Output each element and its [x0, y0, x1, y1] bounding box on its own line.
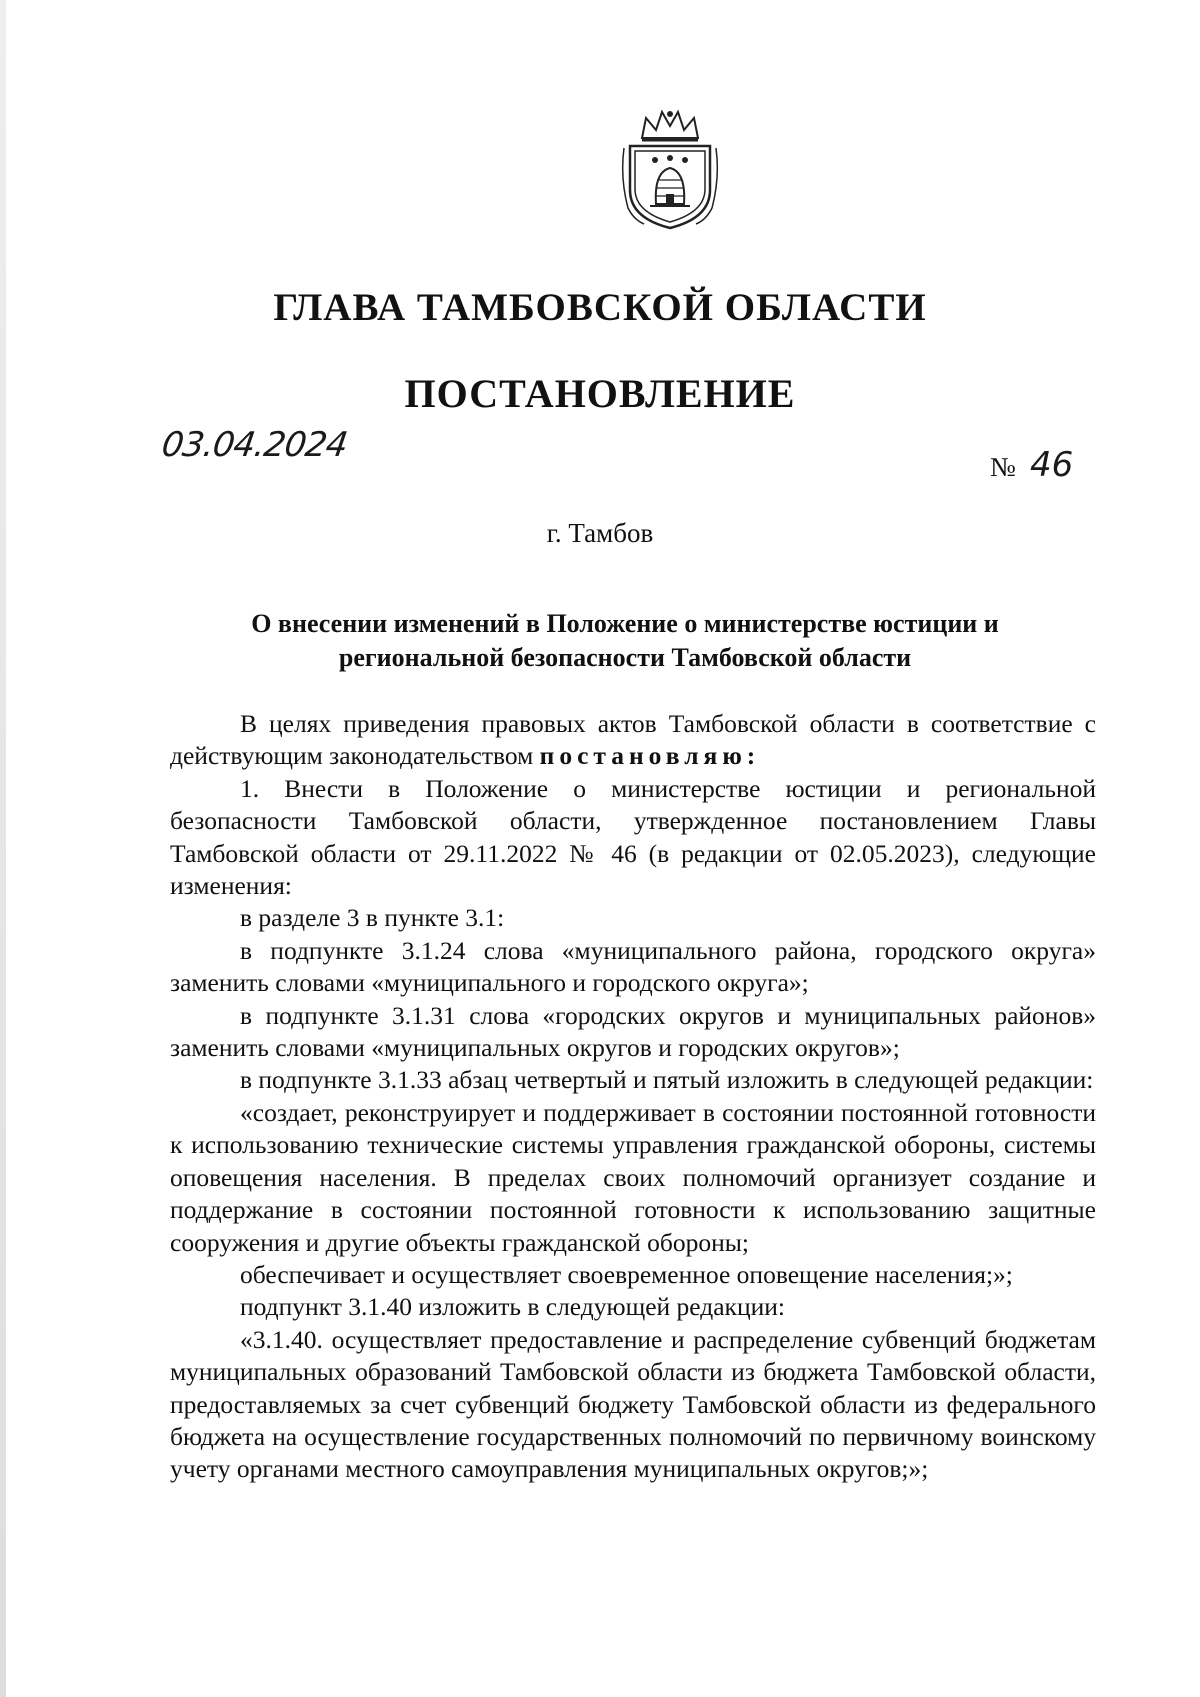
- city: г. Тамбов: [546, 518, 654, 548]
- title-line-1: О внесении изменений в Положение о министерстве юстиции и: [251, 609, 999, 638]
- preamble-paragraph: [170, 708, 1096, 773]
- paragraph-7: обеспечивает и осуществляет своевременное оповещение населения;»;: [240, 1259, 1013, 1289]
- coat-of-arms-icon: [620, 108, 720, 233]
- document-title: [160, 607, 1090, 675]
- document-number: 46: [1030, 445, 1074, 485]
- document-type: ПОСТАНОВЛЕНИЕ: [404, 371, 796, 416]
- paragraph-9: «3.1.40. осуществляет предоставление и распределение субвенций бюджетам муниципальных образований Тамбовской области из бюджета Тамбовской области, предоставляемых за счет субвенций бюджету Тамбовской области из федерального бюджета на осуществление государственных полномочий по первичному воинскому учету органами местного самоуправления муниципальных округов;»;: [170, 1324, 1096, 1484]
- document-date: 03.04.2024: [159, 425, 350, 465]
- paragraph-8: подпункт 3.1.40 изложить в следующей редакции:: [240, 1292, 785, 1322]
- number-label: №: [990, 452, 1016, 482]
- paragraph-5: в подпункте 3.1.33 абзац четвертый и пятый изложить в следующей редакции:: [240, 1065, 1094, 1095]
- paragraph-2: в разделе 3 в пункте 3.1:: [240, 903, 505, 933]
- preamble-text: В целях приведения правовых актов Тамбовской области в соответствие с действующим законодательством: [170, 709, 1096, 771]
- issuing-authority: ГЛАВА ТАМБОВСКОЙ ОБЛАСТИ: [273, 286, 927, 329]
- paragraph-6: «создает, реконструирует и поддерживает в состоянии постоянной готовности к использованию технические системы управления гражданской обороны, системы оповещения населения. В пределах своих полномочий организует создание и поддержание в состоянии постоянной готовности к использованию защитные сооружения и другие объекты гражданской обороны;: [170, 1097, 1096, 1257]
- title-line-2: региональной безопасности Тамбовской области: [338, 643, 912, 672]
- paragraph-1: 1. Внести в Положение о министерстве юстиции и региональной безопасности Тамбовской области, утвержденное постановлением Главы Тамбовской области от 29.11.2022 № 46 (в редакции от 02.05.2023), следующие изменения:: [170, 773, 1096, 901]
- decree-word: постановляю:: [539, 741, 761, 771]
- scan-edge: [0, 0, 6, 1697]
- document-body: [170, 708, 1096, 1486]
- paragraph-4: в подпункте 3.1.31 слова «городских округов и муниципальных районов» заменить словами «муниципальных округов и городских округов»;: [170, 1000, 1096, 1063]
- paragraph-3: в подпункте 3.1.24 слова «муниципального района, городского округа» заменить словами «муниципального и городского округа»;: [170, 935, 1096, 998]
